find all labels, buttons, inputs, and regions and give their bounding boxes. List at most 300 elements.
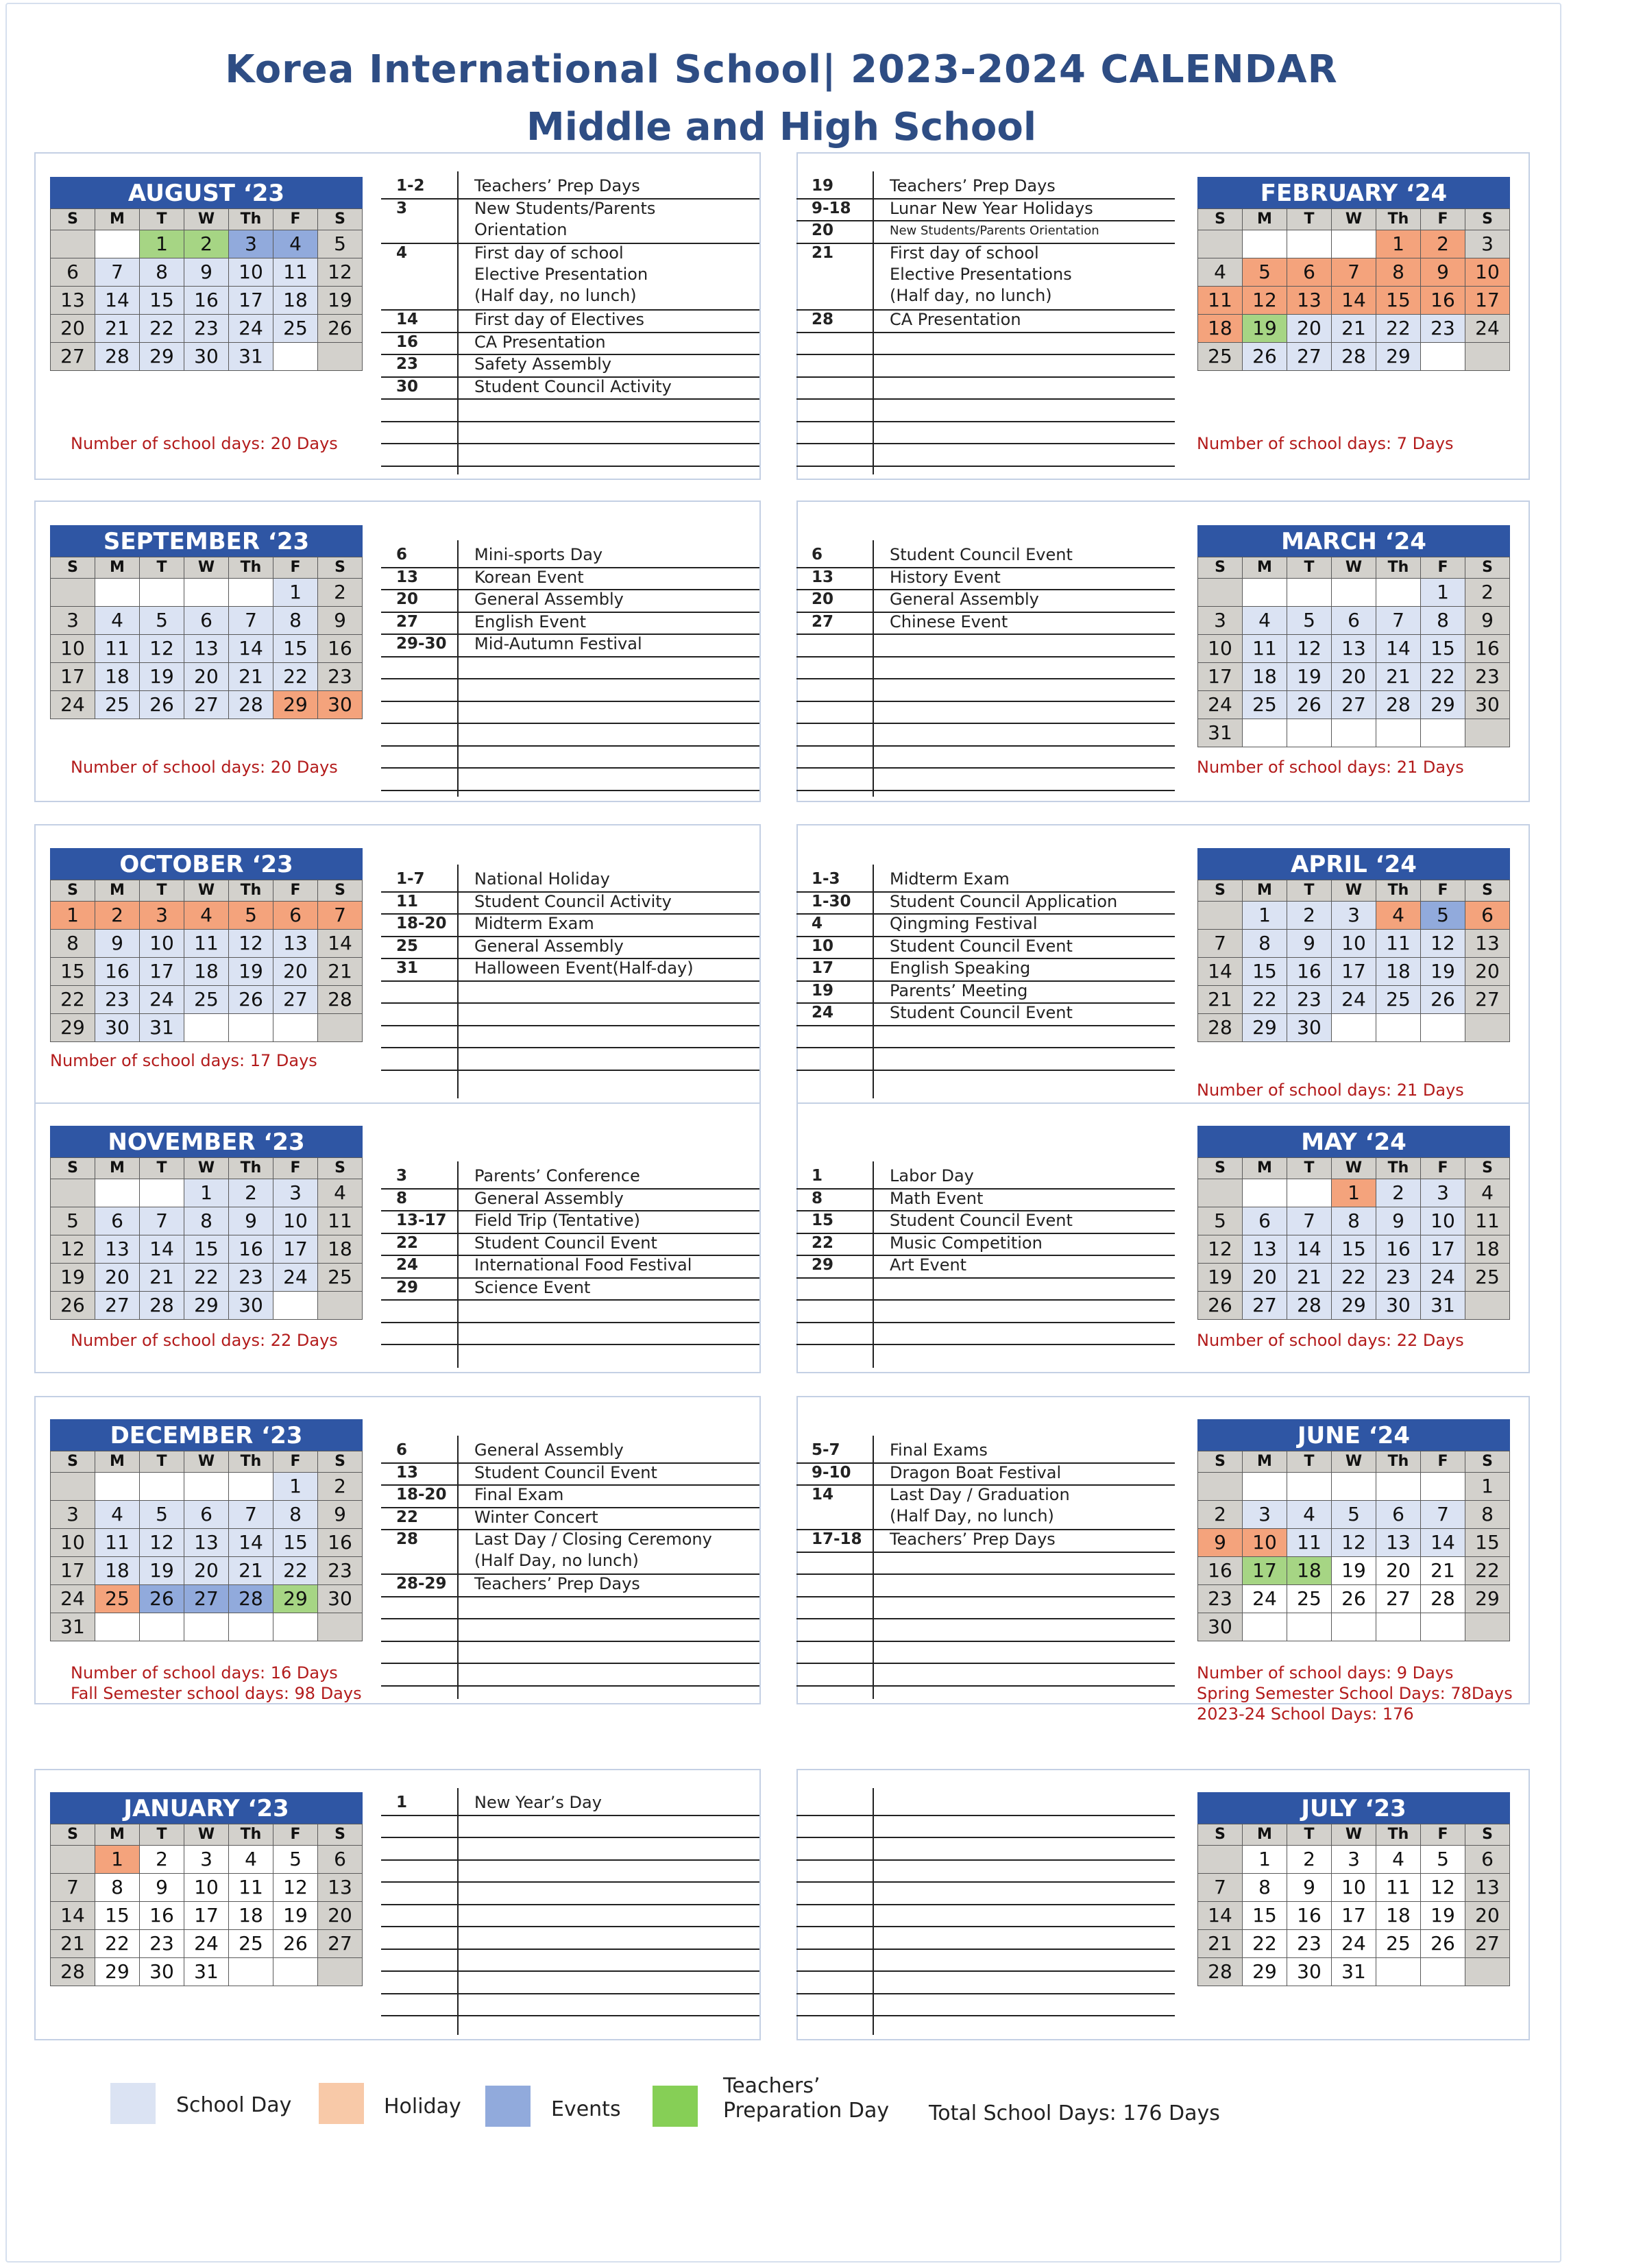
day-cell: 6 [1287,258,1332,287]
weekday-header: F [273,1158,318,1179]
event-row-divider [796,1949,1175,1950]
event-date: 29 [812,1256,834,1274]
event-column-divider [457,865,459,1098]
day-cell: 24 [229,315,273,343]
weekday-header: Th [1376,557,1421,579]
day-cell: 17 [1243,1557,1287,1585]
day-cell [1198,1473,1243,1501]
event-date: 19 [812,981,834,1000]
day-cell: 22 [1376,315,1421,343]
day-cell [184,1473,229,1501]
day-cell: 31 [51,1613,95,1641]
day-cell: 6 [184,1501,229,1529]
month-title: MAY ‘24 [1197,1126,1510,1157]
legend-teachers-prep-label: Teachers’ Preparation Day [723,2074,890,2123]
event-date: 20 [812,221,834,239]
event-row-divider [796,1881,1175,1883]
day-cell: 3 [140,902,184,930]
day-cell: 8 [273,607,318,635]
event-row-divider [796,612,1175,613]
weekday-header: W [184,209,229,230]
day-cell [140,579,184,607]
weekday-header: S [1465,1158,1510,1179]
day-cell: 8 [51,930,95,958]
day-cell: 6 [273,902,318,930]
event-name: General Assembly [474,590,624,609]
event-row-divider [796,1322,1175,1323]
day-cell: 26 [273,1930,318,1958]
month-title: JUNE ‘24 [1197,1419,1510,1451]
event-date: 30 [396,377,419,396]
day-cell: 18 [318,1235,363,1264]
day-cell: 31 [1198,719,1243,747]
event-row-divider [796,1344,1175,1345]
day-cell: 2 [318,1473,363,1501]
month-title: NOVEMBER ‘23 [50,1126,363,1157]
day-cell: 9 [1465,607,1510,635]
event-name: Labor Day [890,1166,974,1185]
event-name: Safety Assembly [474,354,612,374]
event-name: Dragon Boat Festival [890,1462,1062,1482]
day-cell: 30 [1287,1958,1332,1986]
event-name: Student Council Activity [474,376,672,396]
legend-school-day-label: School Day [176,2093,292,2117]
day-cell: 11 [184,930,229,958]
weekday-header: F [1421,880,1465,902]
day-cell: 3 [1421,1179,1465,1207]
event-row-divider [381,376,759,378]
day-cell: 28 [140,1292,184,1320]
day-cell: 28 [229,691,273,719]
day-cell [1421,1014,1465,1042]
day-cell: 11 [95,635,140,663]
event-column-divider [457,540,459,797]
day-cell: 13 [1243,1235,1287,1264]
weekday-header: S [318,1824,363,1846]
day-cell [1332,719,1376,747]
event-row-divider [381,1529,759,1530]
day-cell: 24 [1332,1930,1376,1958]
weekday-header: S [318,557,363,579]
event-name: General Assembly [890,590,1039,609]
day-cell: 11 [1465,1207,1510,1235]
event-name: Halloween Event(Half-day) [474,958,694,978]
day-cell: 19 [1421,958,1465,986]
day-cell: 17 [140,958,184,986]
day-cell: 4 [1198,258,1243,287]
event-date: 9-18 [812,199,851,217]
event-date: 13 [396,1463,419,1482]
day-cell: 12 [1332,1529,1376,1557]
weekday-header: T [1287,1451,1332,1473]
day-cell [1243,1613,1287,1641]
event-name: Last Day / Closing Ceremony (Half Day, no lunch) [474,1530,712,1570]
weekday-header: T [140,1824,184,1846]
day-cell: 22 [273,663,318,691]
day-cell: 3 [1465,230,1510,258]
day-cell: 25 [95,1585,140,1613]
day-cell: 20 [184,663,229,691]
day-cell: 22 [1243,1930,1287,1958]
event-row-divider [796,958,1175,959]
event-row-divider [796,1926,1175,1927]
day-cell: 7 [1287,1207,1332,1235]
weekday-header: F [273,1451,318,1473]
event-name: Mid-Autumn Festival [474,634,642,653]
calendar-jun [1197,1419,1510,1641]
event-row-divider [796,421,1175,422]
day-cell: 1 [1243,1846,1287,1874]
calendar-may [1197,1126,1510,1320]
day-cell [1198,579,1243,607]
day-cell [1198,1179,1243,1207]
day-cell [1376,1014,1421,1042]
event-name: Winter Concert [474,1507,598,1527]
calendar-nov [50,1126,363,1320]
day-cell: 19 [140,1557,184,1585]
day-cell: 27 [1465,986,1510,1014]
day-cell: 16 [318,635,363,663]
day-cell: 18 [1376,1902,1421,1930]
month-title: JANUARY ‘23 [50,1792,363,1824]
day-cell: 6 [95,1207,140,1235]
event-row-divider [381,1881,759,1883]
day-cell: 5 [140,607,184,635]
day-cell: 18 [1198,315,1243,343]
day-cell: 10 [1465,258,1510,287]
day-cell: 25 [273,315,318,343]
day-cell: 14 [1198,1902,1243,1930]
event-column-divider [457,1788,459,2035]
day-cell: 20 [184,1557,229,1585]
month-grid [1197,880,1510,1042]
day-cell: 2 [184,230,229,258]
weekday-header: S [51,1824,95,1846]
day-cell: 27 [1243,1292,1287,1320]
day-cell: 2 [1421,230,1465,258]
day-cell: 13 [273,930,318,958]
day-cell: 7 [95,258,140,287]
event-row-divider [381,1663,759,1664]
day-cell: 3 [229,230,273,258]
weekday-header: S [1465,1451,1510,1473]
event-date: 24 [396,1256,419,1274]
event-name: First day of school Elective Presentations (Half day, no lunch) [890,243,1072,305]
day-cell: 8 [140,258,184,287]
day-cell: 22 [140,315,184,343]
day-cell: 12 [1421,1874,1465,1902]
day-cell [1198,1846,1243,1874]
day-cell: 11 [1287,1529,1332,1557]
day-cell: 23 [140,1930,184,1958]
weekday-header: W [1332,557,1376,579]
weekday-header: W [1332,1451,1376,1473]
event-name: Mini-sports Day [474,545,603,564]
day-cell: 11 [1376,1874,1421,1902]
day-cell [1287,230,1332,258]
day-cell: 6 [184,607,229,635]
event-name: Music Competition [890,1233,1043,1253]
event-row-divider [796,767,1175,769]
day-cell: 14 [1332,287,1376,315]
day-cell: 7 [1198,1874,1243,1902]
day-cell: 22 [95,1930,140,1958]
weekday-header: M [95,209,140,230]
event-row-divider [796,1663,1175,1664]
weekday-header: Th [229,1451,273,1473]
day-cell: 21 [1376,663,1421,691]
day-cell: 16 [318,1529,363,1557]
day-cell: 9 [318,607,363,635]
day-cell: 26 [1421,986,1465,1014]
day-cell: 10 [1198,635,1243,663]
event-name: New Year’s Day [474,1793,602,1812]
weekday-header: S [51,1158,95,1179]
day-cell: 9 [1287,930,1332,958]
legend-holiday-label: Holiday [384,2095,461,2119]
event-column-divider [873,865,874,1098]
weekday-header: Th [229,880,273,902]
day-cell: 1 [95,1846,140,1874]
event-name: First day of school Elective Presentation (Half day, no lunch) [474,243,648,305]
day-cell [184,1014,229,1042]
day-cell: 10 [51,1529,95,1557]
day-cell: 4 [1376,902,1421,930]
event-row-divider [796,443,1175,444]
day-cell: 29 [273,1585,318,1613]
day-cell [318,1014,363,1042]
school-days-note: Number of school days: 22 Days [71,1331,338,1350]
event-date: 18-20 [396,915,447,932]
event-row-divider [381,936,759,937]
event-date: 1-2 [396,177,425,195]
day-cell: 17 [184,1902,229,1930]
event-row-divider [796,1837,1175,1838]
day-cell: 12 [51,1235,95,1264]
day-cell: 24 [1198,691,1243,719]
weekday-header: S [1198,1451,1243,1473]
day-cell: 27 [184,1585,229,1613]
day-cell: 31 [184,1958,229,1986]
school-days-note: Number of school days: 21 Days [1197,1081,1464,1100]
day-cell: 1 [184,1179,229,1207]
weekday-header: F [1421,1451,1465,1473]
weekday-header: S [51,880,95,902]
weekday-header: Th [1376,1824,1421,1846]
event-row-divider [381,1859,759,1861]
day-cell: 15 [1376,287,1421,315]
day-cell [140,1613,184,1641]
day-cell: 15 [51,958,95,986]
event-name: English Speaking [890,958,1031,978]
event-row-divider [381,443,759,444]
day-cell: 28 [1198,1958,1243,1986]
day-cell: 27 [1465,1930,1510,1958]
event-row-divider [796,790,1175,791]
day-cell: 8 [95,1874,140,1902]
month-grid [50,208,363,371]
day-cell: 13 [51,287,95,315]
event-date: 25 [396,937,419,955]
day-cell [1376,579,1421,607]
month-title: MARCH ‘24 [1197,525,1510,557]
event-row-divider [796,1277,1175,1279]
event-row-divider [381,354,759,355]
day-cell [51,1473,95,1501]
event-name: Chinese Event [890,612,1008,631]
day-cell: 15 [184,1235,229,1264]
weekday-header: F [1421,209,1465,230]
day-cell: 27 [318,1930,363,1958]
event-row-divider [381,1070,759,1071]
day-cell: 16 [229,1235,273,1264]
day-cell: 30 [184,343,229,371]
day-cell: 4 [95,607,140,635]
event-row-divider [381,767,759,769]
day-cell: 17 [1421,1235,1465,1264]
event-date: 4 [812,915,823,932]
day-cell: 12 [140,1529,184,1557]
day-cell: 3 [184,1846,229,1874]
day-cell: 16 [1198,1557,1243,1585]
weekday-header: T [1287,557,1332,579]
day-cell: 12 [1421,930,1465,958]
day-cell: 12 [1287,635,1332,663]
day-cell: 30 [229,1292,273,1320]
event-column-divider [457,171,459,474]
weekday-header: S [1198,880,1243,902]
day-cell: 15 [1421,635,1465,663]
day-cell: 4 [1376,1846,1421,1874]
event-row-divider [796,1484,1175,1486]
event-date: 22 [396,1508,419,1526]
day-cell: 8 [1332,1207,1376,1235]
event-date: 29 [396,1278,419,1296]
day-cell: 22 [273,1557,318,1585]
day-cell [318,343,363,371]
day-cell: 23 [1465,663,1510,691]
day-cell: 25 [1287,1585,1332,1613]
weekday-header: W [184,557,229,579]
day-cell: 4 [1243,607,1287,635]
day-cell: 17 [1465,287,1510,315]
day-cell: 20 [51,315,95,343]
event-name: Student Council Event [474,1462,657,1482]
day-cell: 28 [51,1958,95,1986]
event-row-divider [381,309,759,311]
event-row-divider [796,2015,1175,2016]
legend-events-label: Events [551,2097,621,2121]
day-cell: 21 [1198,1930,1243,1958]
day-cell: 21 [51,1930,95,1958]
day-cell: 15 [1332,1235,1376,1264]
event-row-divider [381,612,759,613]
month-grid [50,557,363,719]
school-days-note: Number of school days: 20 Days [71,758,338,777]
day-cell: 7 [318,902,363,930]
day-cell: 4 [1287,1501,1332,1529]
day-cell: 28 [229,1585,273,1613]
day-cell: 20 [318,1902,363,1930]
event-date: 18-20 [396,1486,447,1504]
event-name: Midterm Exam [474,914,594,933]
day-cell: 2 [1465,579,1510,607]
day-cell: 2 [95,902,140,930]
day-cell [140,1179,184,1207]
day-cell: 25 [184,986,229,1014]
event-row-divider [381,1255,759,1256]
month-title: APRIL ‘24 [1197,848,1510,880]
event-date: 17 [812,959,834,977]
day-cell: 26 [1287,691,1332,719]
event-row-divider [796,1596,1175,1597]
day-cell: 8 [273,1501,318,1529]
event-name: General Assembly [474,1440,624,1460]
day-cell: 26 [1198,1292,1243,1320]
day-cell [229,579,273,607]
day-cell: 30 [95,1014,140,1042]
day-cell: 29 [1465,1585,1510,1613]
day-cell [1198,230,1243,258]
event-row-divider [796,589,1175,590]
weekday-header: F [1421,1824,1465,1846]
weekday-header: Th [1376,1451,1421,1473]
weekday-header: W [1332,1158,1376,1179]
day-cell: 26 [140,1585,184,1613]
page-title: Korea International School| 2023-2024 CALENDAR [225,47,1338,92]
weekday-header: Th [1376,209,1421,230]
day-cell: 27 [51,343,95,371]
day-cell: 14 [51,1902,95,1930]
event-date: 6 [396,546,408,564]
day-cell: 5 [140,1501,184,1529]
event-date: 4 [396,243,408,262]
day-cell: 27 [184,691,229,719]
day-cell: 19 [1421,1902,1465,1930]
day-cell [1465,719,1510,747]
day-cell: 20 [1332,663,1376,691]
event-row-divider [381,790,759,791]
event-name: Parents’ Conference [474,1166,640,1185]
day-cell: 5 [1198,1207,1243,1235]
event-row-divider [381,332,759,333]
event-row-divider [381,1188,759,1190]
day-cell: 31 [1421,1292,1465,1320]
month-title: DECEMBER ‘23 [50,1419,363,1451]
day-cell: 26 [1332,1585,1376,1613]
event-row-divider [796,243,1175,244]
day-cell: 13 [318,1874,363,1902]
day-cell: 8 [1465,1501,1510,1529]
day-cell: 29 [1376,343,1421,371]
day-cell: 26 [51,1292,95,1320]
day-cell: 22 [184,1264,229,1292]
day-cell: 29 [1421,691,1465,719]
event-row-divider [796,1070,1175,1071]
day-cell: 19 [1243,315,1287,343]
day-cell [95,230,140,258]
weekday-header: T [140,880,184,902]
day-cell: 9 [1376,1207,1421,1235]
day-cell: 24 [184,1930,229,1958]
day-cell: 16 [1287,1902,1332,1930]
day-cell: 7 [51,1874,95,1902]
day-cell: 21 [1287,1264,1332,1292]
event-row-divider [381,1002,759,1004]
school-days-note: Number of school days: 9 Days [1197,1663,1454,1682]
day-cell: 6 [1465,902,1510,930]
day-cell: 5 [1421,1846,1465,1874]
